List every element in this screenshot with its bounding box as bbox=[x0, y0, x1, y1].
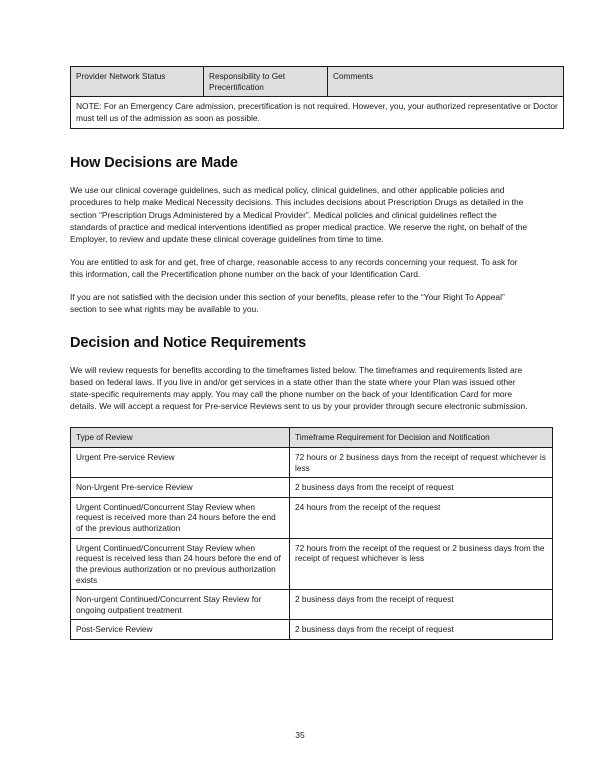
cell-review-timeframe: 72 hours from the receipt of the request or 2 business days from the receipt of request whichever is less bbox=[290, 538, 553, 589]
cell-review-timeframe: 72 hours or 2 business days from the receipt of request whichever is less bbox=[290, 448, 553, 478]
table-header-row bbox=[71, 428, 553, 448]
section-heading-decision-and-notice-requirements: Decision and Notice Requirements bbox=[70, 335, 307, 352]
table-row bbox=[71, 538, 553, 589]
decision-notice-paragraph-1: We will review requests for benefits according to the timeframes listed below. The timeframes and requirements listed are based on federal laws. If you live in and/or get services in a state other than the state where your Plan was issued other state-specific requirements may apply. You may call the phone number on the back of your Identification Card for more details. We will accept a request for Pre-service Reviews sent to us by your provider through secure electronic submission. bbox=[70, 365, 528, 412]
spacer bbox=[70, 171, 530, 184]
spacer bbox=[70, 412, 530, 427]
cell-review-type: Urgent Continued/Concurrent Stay Review when request is received more than 24 hours before the end of the previous authorization bbox=[71, 497, 290, 538]
spacer bbox=[70, 245, 530, 256]
cell-review-timeframe: 24 hours from the receipt of the request bbox=[290, 497, 553, 538]
table-header-row bbox=[71, 67, 564, 97]
cell-review-type: Urgent Pre-service Review bbox=[71, 448, 290, 478]
spacer bbox=[70, 280, 530, 291]
column-header-type-of-review: Type of Review bbox=[71, 428, 290, 448]
column-header-comments: Comments bbox=[328, 67, 564, 97]
precertification-table bbox=[70, 66, 564, 129]
table-row bbox=[71, 478, 553, 498]
section-heading-how-decisions-are-made: How Decisions are Made bbox=[70, 155, 238, 172]
spacer bbox=[70, 129, 530, 155]
table-row bbox=[71, 620, 553, 640]
column-header-provider-network-status: Provider Network Status bbox=[71, 67, 204, 97]
cell-review-type: Non-urgent Continued/Concurrent Stay Review for ongoing outpatient treatment bbox=[71, 590, 290, 620]
table-row bbox=[71, 97, 564, 129]
cell-review-timeframe: 2 business days from the receipt of request bbox=[290, 590, 553, 620]
emergency-care-note: NOTE: For an Emergency Care admission, precertification is not required. However, you, your authorized representative or Doctor must tell us of the admission as soon as possible. bbox=[71, 97, 564, 129]
table-row bbox=[71, 448, 553, 478]
cell-review-timeframe: 2 business days from the receipt of request bbox=[290, 620, 553, 640]
spacer bbox=[70, 351, 530, 364]
how-decisions-paragraph-3: If you are not satisfied with the decision under this section of your benefits, please refer to the “Your Right To Appeal” section to see what rights may be available to you. bbox=[70, 291, 505, 315]
cell-review-type: Post-Service Review bbox=[71, 620, 290, 640]
column-header-timeframe-requirement: Timeframe Requirement for Decision and Notification bbox=[290, 428, 553, 448]
column-header-responsibility: Responsibility to Get Precertification bbox=[204, 67, 328, 97]
spacer bbox=[70, 315, 530, 335]
how-decisions-paragraph-2: You are entitled to ask for and get, free of charge, reasonable access to any records concerning your request. To ask for this information, call the Precertification phone number on the back of your Identification Card. bbox=[70, 256, 518, 279]
page-content bbox=[70, 66, 558, 640]
cell-review-type: Non-Urgent Pre-service Review bbox=[71, 478, 290, 498]
table-row bbox=[71, 590, 553, 620]
how-decisions-paragraph-1: We use our clinical coverage guidelines, such as medical policy, clinical guidelines, and other applicable policies and procedures to help make Medical Necessity decisions. This includes decisions about Prescription Drugs as detailed in the section “Prescription Drugs Administered by a Medical Provider”. Medical policies and clinical guidelines reflect the standards of practice and medical interventions identified as proper medical practice. We reserve the right, on behalf of the Employer, to review and update these clinical coverage guidelines from time to time. bbox=[70, 185, 528, 244]
cell-review-timeframe: 2 business days from the receipt of request bbox=[290, 478, 553, 498]
review-timeframe-table bbox=[70, 427, 553, 640]
page-number: 35 bbox=[295, 730, 305, 740]
table-row bbox=[71, 497, 553, 538]
cell-review-type: Urgent Continued/Concurrent Stay Review when request is received less than 24 hours before the end of the previous authorization or no previous authorization exists bbox=[71, 538, 290, 589]
